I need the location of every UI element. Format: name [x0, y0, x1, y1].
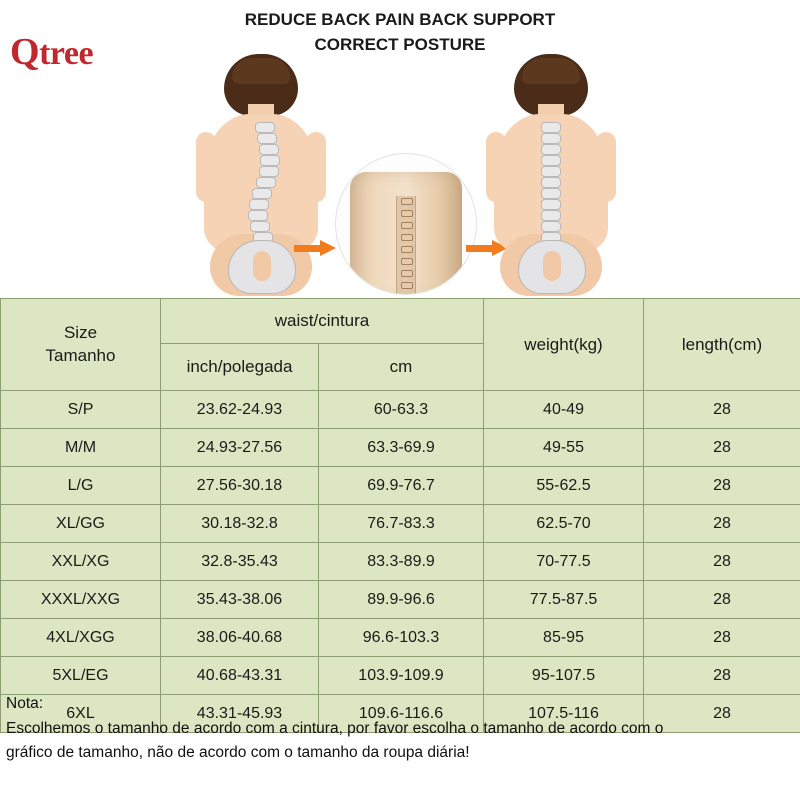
pelvis-icon: [518, 240, 586, 294]
table-row: [1, 391, 800, 429]
cell-weight: 95-107.5: [484, 657, 644, 695]
cell-size: XXXL/XXG: [1, 581, 161, 619]
cell-inch: 27.56-30.18: [161, 467, 319, 505]
brand-logo-initial: Q: [10, 31, 40, 73]
cell-cm: 83.3-89.9: [319, 543, 484, 581]
table-row: [1, 467, 800, 505]
table-row: [1, 429, 800, 467]
header-length: length(cm): [644, 299, 800, 391]
waist-trainer-band: [350, 172, 462, 295]
size-table-body: [1, 391, 800, 733]
cell-inch: 23.62-24.93: [161, 391, 319, 429]
hook-column: [396, 196, 416, 295]
cell-inch: 43.31-45.93: [161, 695, 319, 733]
header-waist-inch: inch/polegada: [161, 344, 319, 391]
pelvis-icon: [228, 240, 296, 294]
cell-inch: 38.06-40.68: [161, 619, 319, 657]
page-title-line-1: REDUCE BACK PAIN BACK SUPPORT: [244, 10, 556, 29]
header-weight: weight(kg): [484, 299, 644, 391]
header-waist-cm: cm: [319, 344, 484, 391]
cell-cm: 103.9-109.9: [319, 657, 484, 695]
spine-curved-icon: [248, 122, 272, 244]
cell-cm: 60-63.3: [319, 391, 484, 429]
cell-weight: 70-77.5: [484, 543, 644, 581]
cell-size: L/G: [1, 467, 161, 505]
cell-length: 28: [644, 429, 800, 467]
cell-length: 28: [644, 695, 800, 733]
cell-weight: 62.5-70: [484, 505, 644, 543]
cell-inch: 32.8-35.43: [161, 543, 319, 581]
page-title-line-2: CORRECT POSTURE: [314, 34, 486, 54]
cell-weight: 85-95: [484, 619, 644, 657]
note-line-1: Escolhemos o tamanho de acordo com a cintura, por favor escolha o tamanho de acordo com o: [6, 720, 664, 738]
cell-cm: 63.3-69.9: [319, 429, 484, 467]
cell-size: XL/GG: [1, 505, 161, 543]
cell-inch: 35.43-38.06: [161, 581, 319, 619]
cell-size: M/M: [1, 429, 161, 467]
cell-size: 4XL/XGG: [1, 619, 161, 657]
table-row: [1, 505, 800, 543]
cell-cm: 76.7-83.3: [319, 505, 484, 543]
cell-inch: 30.18-32.8: [161, 505, 319, 543]
spine-straight-icon: [538, 122, 562, 244]
cell-cm: 96.6-103.3: [319, 619, 484, 657]
cell-inch: 24.93-27.56: [161, 429, 319, 467]
cell-weight: 49-55: [484, 429, 644, 467]
size-table-header: [1, 299, 800, 391]
figure-after: [470, 48, 630, 298]
cell-length: 28: [644, 391, 800, 429]
cell-size: XXL/XG: [1, 543, 161, 581]
table-row: [1, 619, 800, 657]
cell-size: 6XL: [1, 695, 161, 733]
header-size-line-1: Size: [63, 322, 98, 342]
illustration-area: [0, 48, 800, 298]
brand-logo-text: tree: [39, 35, 94, 72]
cell-weight: 40-49: [484, 391, 644, 429]
note-section: [0, 684, 800, 764]
cell-cm: 109.6-116.6: [319, 695, 484, 733]
note-line-2: gráfico de tamanho, não de acordo com o tamanho da roupa diária!: [6, 743, 470, 761]
cell-length: 28: [644, 543, 800, 581]
cell-cm: 69.9-76.7: [319, 467, 484, 505]
arrow-right-icon-left: [294, 240, 338, 256]
header-waist: waist/cintura: [161, 299, 484, 344]
cell-inch: 40.68-43.31: [161, 657, 319, 695]
figure-before: [180, 48, 340, 298]
cell-length: 28: [644, 505, 800, 543]
cell-length: 28: [644, 657, 800, 695]
product-image: [335, 153, 477, 295]
table-row: [1, 543, 800, 581]
header-size-line-2: Tamanho: [45, 345, 116, 365]
size-table-wrapper: [0, 298, 800, 733]
cell-length: 28: [644, 619, 800, 657]
header-size: [1, 299, 161, 391]
cell-weight: 107.5-116: [484, 695, 644, 733]
cell-length: 28: [644, 581, 800, 619]
note-title: Nota:: [6, 695, 44, 712]
cell-weight: 55-62.5: [484, 467, 644, 505]
cell-size: 5XL/EG: [1, 657, 161, 695]
cell-length: 28: [644, 467, 800, 505]
cell-weight: 77.5-87.5: [484, 581, 644, 619]
size-table: [0, 298, 800, 733]
cell-cm: 89.9-96.6: [319, 581, 484, 619]
table-row: [1, 581, 800, 619]
cell-size: S/P: [1, 391, 161, 429]
